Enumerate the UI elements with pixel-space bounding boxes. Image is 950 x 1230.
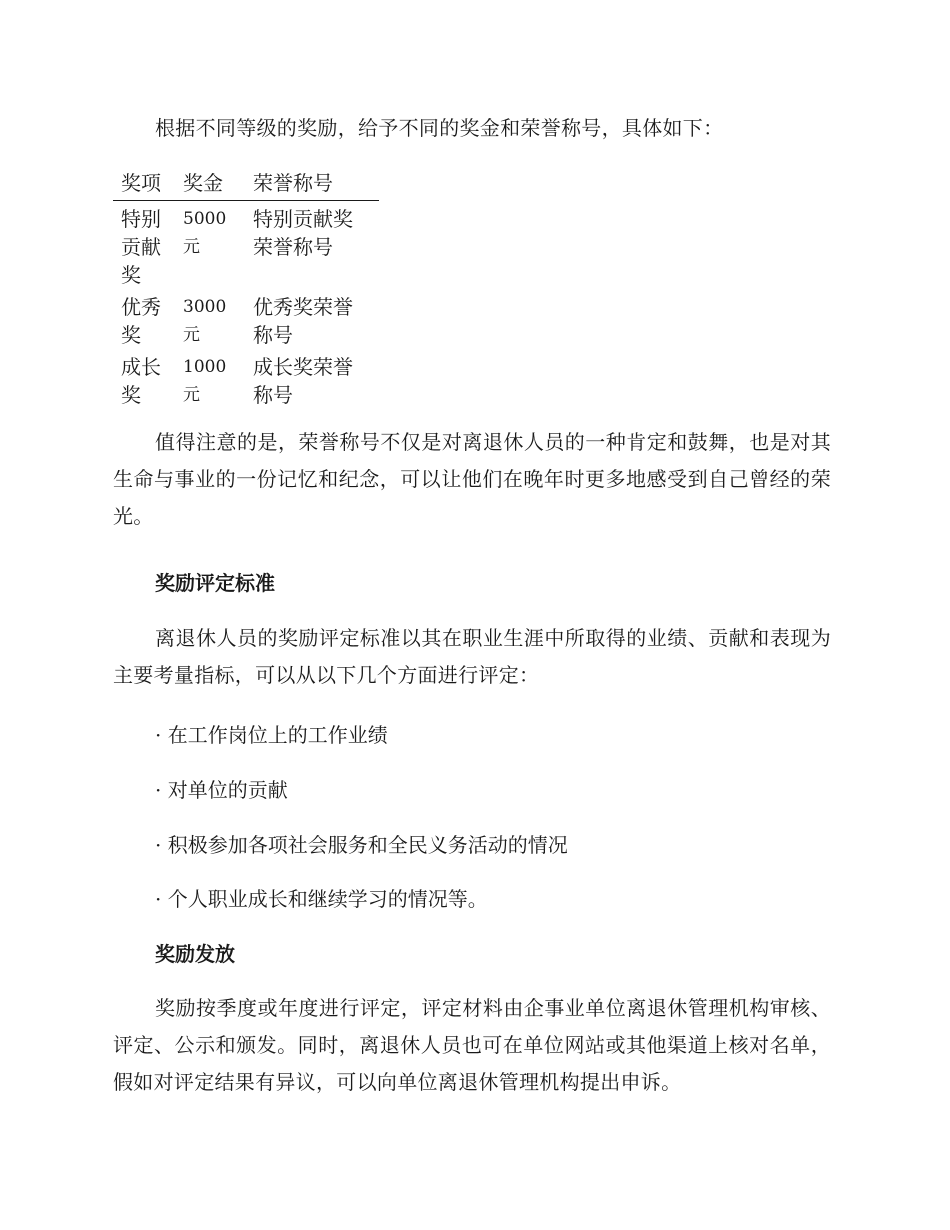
table-row: [113, 201, 379, 290]
award-money: 3000元: [183, 297, 227, 345]
criteria-bullet-4: · 个人职业成长和继续学习的情况等。: [155, 887, 488, 911]
criteria-paragraph: 离退休人员的奖励评定标准以其在职业生涯中所取得的业绩、贡献和表现为主要考量指标，可以从以下几个方面进行评定：: [113, 626, 831, 687]
header-money: 奖金: [175, 168, 245, 201]
awards-table: [113, 168, 379, 409]
issue-paragraph: 奖励按季度或年度进行评定，评定材料由企事业单位离退休管理机构审核、评定、公示和颁发。同时，离退休人员也可在单位网站或其他渠道上核对名单，假如对评定结果有异议，可以向单位离退休管理机构提出申诉。: [113, 996, 831, 1094]
award-title: 特别贡献奖荣誉称号: [253, 207, 353, 259]
criteria-heading: 奖励评定标准: [155, 571, 275, 595]
header-award: 奖项: [113, 168, 175, 201]
award-name: 成长奖: [121, 355, 161, 407]
criteria-bullet-1: · 在工作岗位上的工作业绩: [155, 723, 388, 747]
award-money: 1000元: [183, 357, 227, 405]
criteria-bullet-3: · 积极参加各项社会服务和全民义务活动的情况: [155, 833, 568, 857]
note-paragraph: 值得注意的是，荣誉称号不仅是对离退休人员的一种肯定和鼓舞，也是对其生命与事业的一份记忆和纪念，可以让他们在晚年时更多地感受到自己曾经的荣光。: [113, 430, 831, 528]
issue-heading: 奖励发放: [155, 942, 235, 966]
intro-paragraph: 根据不同等级的奖励，给予不同的奖金和荣誉称号，具体如下：: [155, 116, 724, 140]
award-title: 成长奖荣誉称号: [253, 355, 353, 407]
award-title: 优秀奖荣誉称号: [253, 295, 353, 347]
award-name: 特别贡献奖: [121, 207, 161, 287]
table-header-row: [113, 168, 379, 201]
table-row: [113, 289, 379, 349]
header-title: 荣誉称号: [245, 168, 379, 201]
criteria-bullet-2: · 对单位的贡献: [155, 778, 288, 802]
award-name: 优秀奖: [121, 295, 161, 347]
award-money: 5000元: [183, 209, 227, 257]
table-row: [113, 349, 379, 409]
